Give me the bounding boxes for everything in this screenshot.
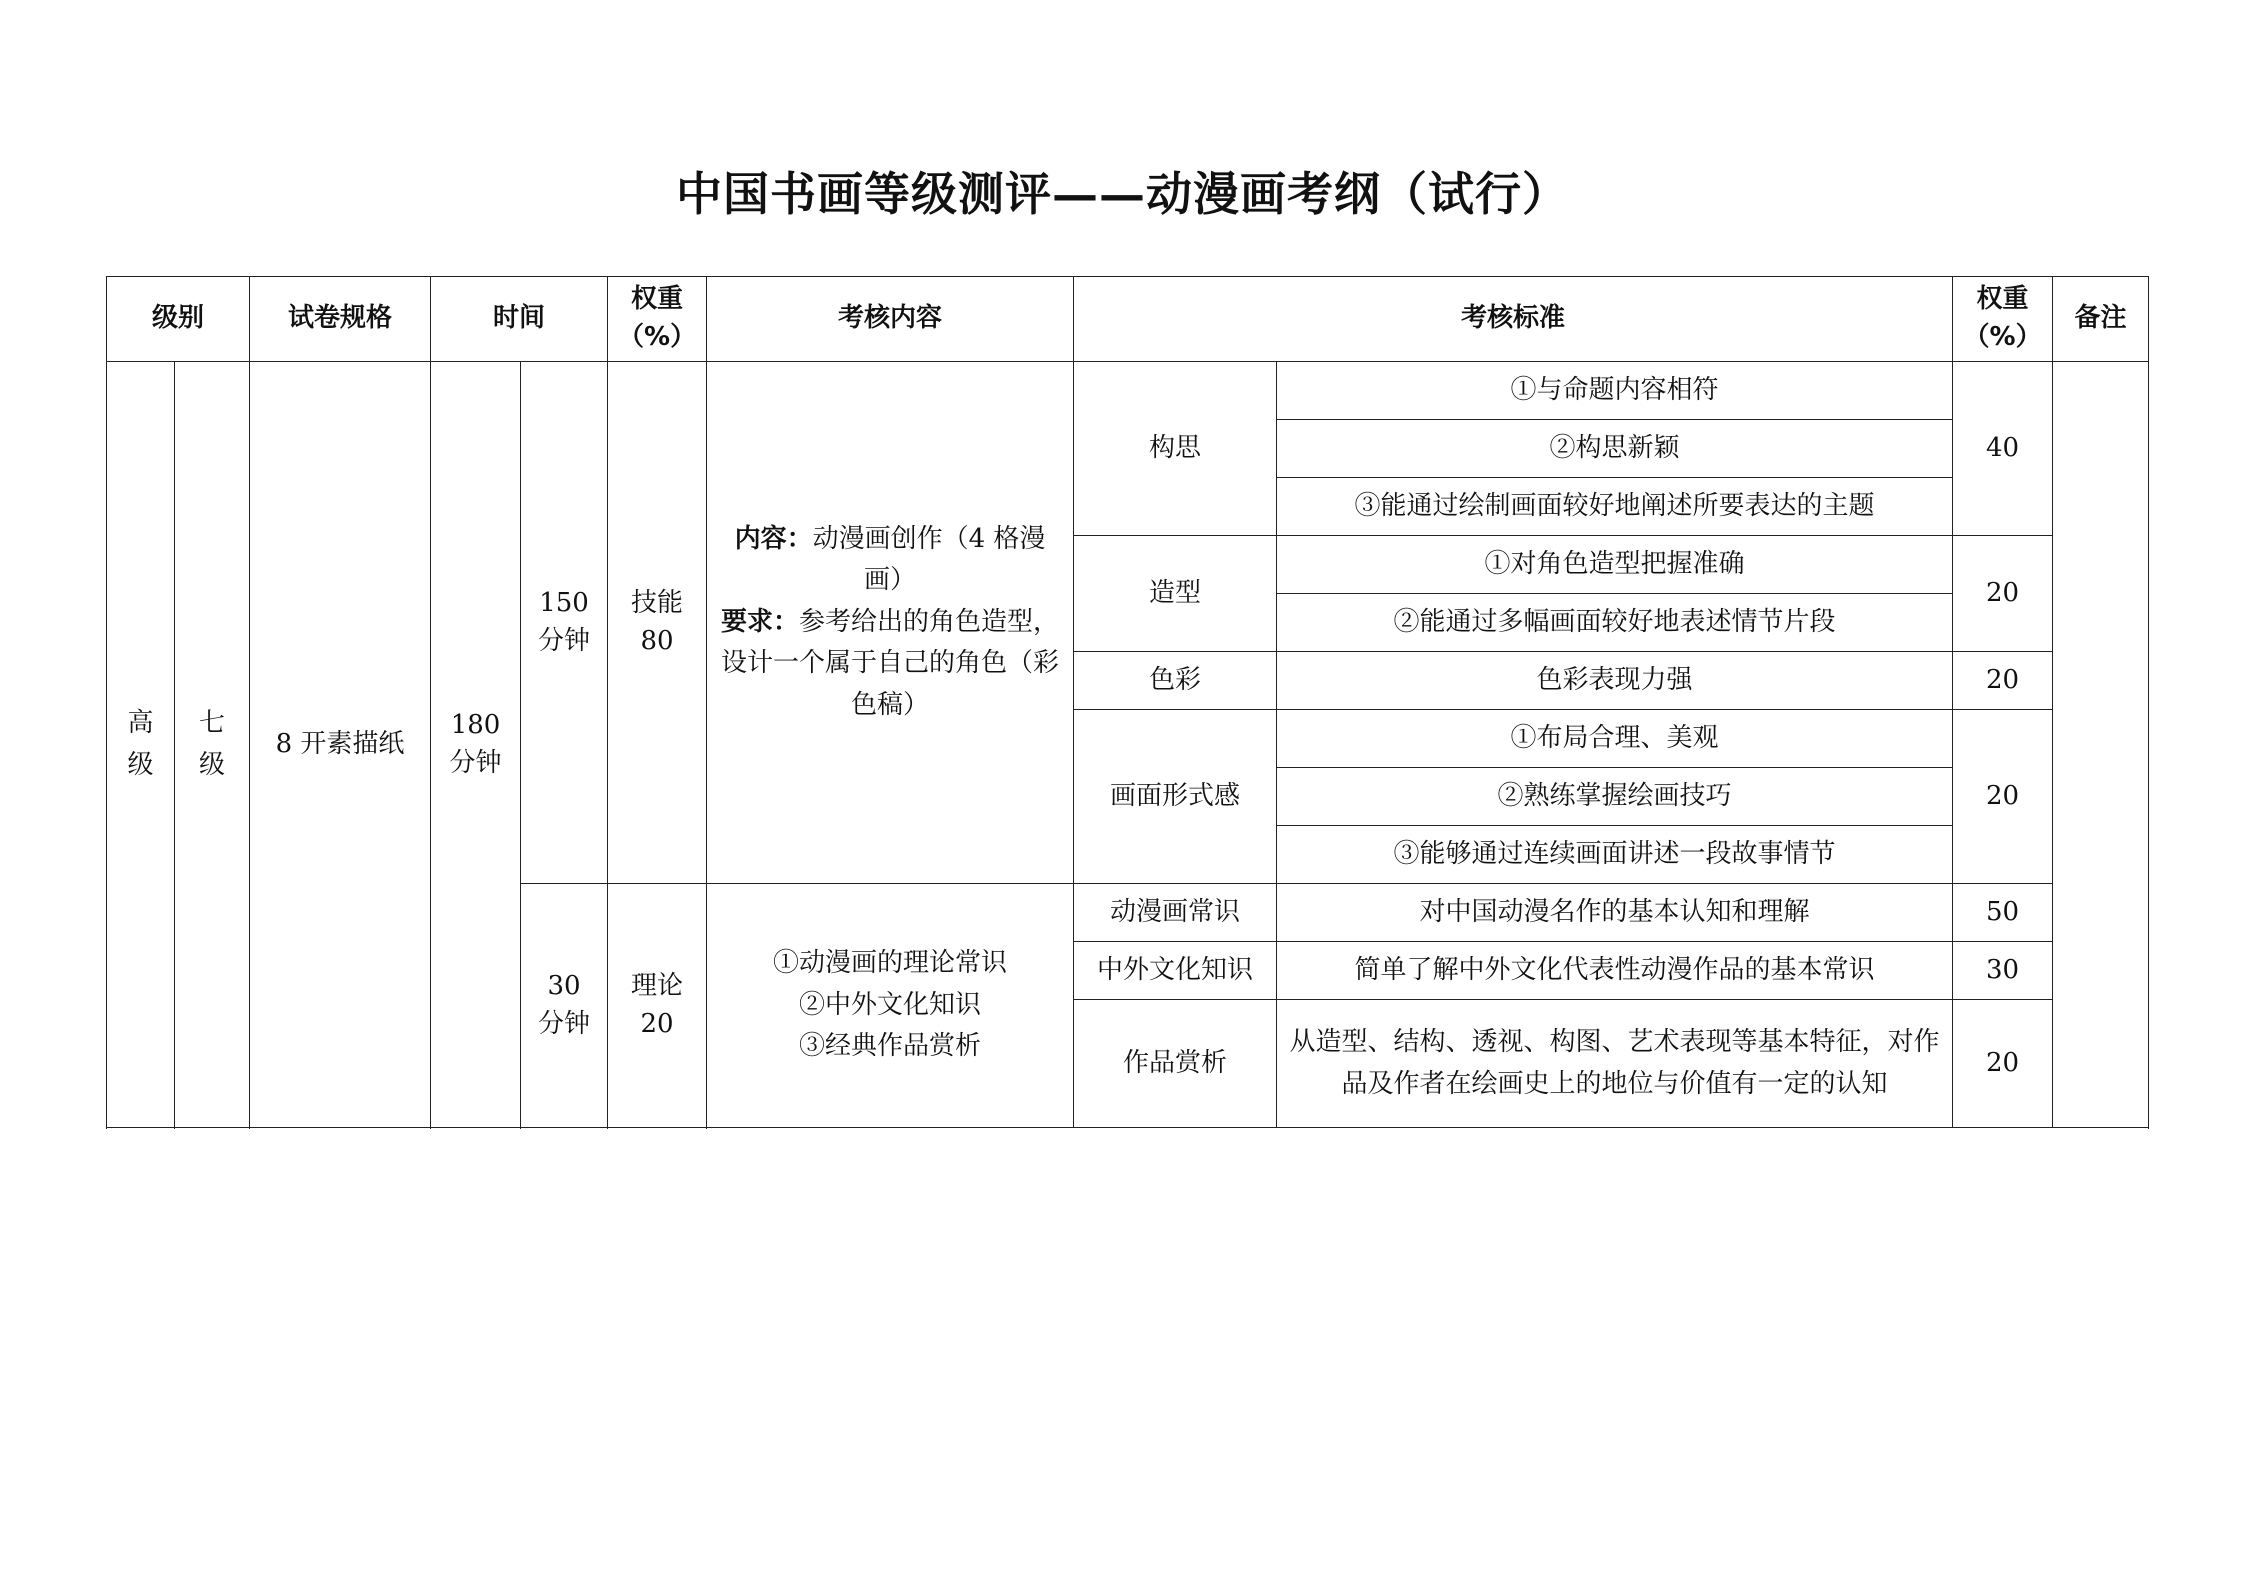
- table-row: [107, 362, 2149, 420]
- criterion-item: ③能够通过连续画面讲述一段故事情节: [1277, 826, 1953, 884]
- header-time: 时间: [431, 277, 608, 362]
- header-weight-a-unit: （%）: [618, 322, 697, 352]
- criterion-item: 色彩表现力强: [1277, 652, 1953, 710]
- skill-time-value: 150: [539, 587, 589, 618]
- criterion-item: ②能通过多幅画面较好地表述情节片段: [1277, 594, 1953, 652]
- skill-content: [707, 362, 1074, 884]
- criterion-item: ①布局合理、美观: [1277, 710, 1953, 768]
- header-level: 级别: [107, 277, 250, 362]
- header-content: 考核内容: [707, 277, 1074, 362]
- theory-time: [521, 884, 608, 1128]
- criterion-item: ②熟练掌握绘画技巧: [1277, 768, 1953, 826]
- criterion-name: 构思: [1074, 362, 1277, 536]
- criterion-item: ①与命题内容相符: [1277, 362, 1953, 420]
- criterion-item: ③能通过绘制画面较好地阐述所要表达的主题: [1277, 478, 1953, 536]
- theory-label: 理论: [631, 970, 684, 1001]
- skill-content-line: [717, 519, 1063, 602]
- theory-item: ②中外文化知识: [799, 989, 982, 1020]
- theory-item: ①动漫画的理论常识: [773, 948, 1008, 979]
- theory-item: ③经典作品赏析: [799, 1031, 982, 1062]
- criterion-weight: 20: [1953, 710, 2053, 884]
- grade-b-cell: [175, 362, 250, 1128]
- paper-spec: 8 开素描纸: [250, 362, 431, 1128]
- criterion-weight: 40: [1953, 362, 2053, 536]
- header-weight-a-label: 权重: [631, 284, 684, 315]
- criterion-item: ②构思新颖: [1277, 420, 1953, 478]
- header-paper: 试卷规格: [250, 277, 431, 362]
- skill-content-text: 动漫画创作（4 格漫画）: [812, 523, 1046, 596]
- grade-a: 高级: [127, 707, 154, 780]
- header-row: [107, 277, 2149, 362]
- criterion-item: 简单了解中外文化代表性动漫作品的基本常识: [1277, 942, 1953, 1000]
- skill-time: [521, 362, 608, 884]
- header-weight-b-label: 权重: [1976, 284, 2029, 315]
- criterion-weight: 20: [1953, 652, 2053, 710]
- header-remark: 备注: [2053, 277, 2149, 362]
- criterion-name: 造型: [1074, 536, 1277, 652]
- criterion-weight: 30: [1953, 942, 2053, 1000]
- skill-weight-value: 80: [640, 625, 674, 656]
- theory-content: [707, 884, 1074, 1128]
- header-weight-b: [1953, 277, 2053, 362]
- criterion-name: 色彩: [1074, 652, 1277, 710]
- criterion-name: 动漫画常识: [1074, 884, 1277, 942]
- skill-weight: [608, 362, 707, 884]
- criterion-weight: 20: [1953, 536, 2053, 652]
- theory-time-value: 30: [547, 970, 581, 1001]
- total-time: [431, 362, 521, 1128]
- skill-req-label: 要求：: [721, 606, 800, 637]
- theory-weight-value: 20: [640, 1008, 674, 1039]
- total-time-unit: 分钟: [449, 747, 502, 778]
- criterion-name: 作品赏析: [1074, 1000, 1277, 1128]
- criterion-name: 中外文化知识: [1074, 942, 1277, 1000]
- criterion-item: 对中国动漫名作的基本认知和理解: [1277, 884, 1953, 942]
- skill-req-text: 参考给出的角色造型，设计一个属于自己的角色（彩色稿）: [721, 606, 1060, 720]
- remark-cell: [2053, 362, 2149, 1128]
- theory-weight: [608, 884, 707, 1128]
- theory-time-unit: 分钟: [538, 1008, 591, 1039]
- header-standard: 考核标准: [1074, 277, 1953, 362]
- grade-b: 七级: [198, 707, 225, 780]
- criterion-item: ①对角色造型把握准确: [1277, 536, 1953, 594]
- skill-content-label: 内容：: [734, 523, 813, 554]
- skill-label: 技能: [631, 587, 684, 618]
- header-weight-b-unit: （%）: [1963, 322, 2042, 352]
- total-time-value: 180: [450, 709, 501, 740]
- header-weight-a: [608, 277, 707, 362]
- criterion-item: 从造型、结构、透视、构图、艺术表现等基本特征，对作品及作者在绘画史上的地位与价值有一定的认知: [1277, 1000, 1953, 1128]
- criterion-weight: 20: [1953, 1000, 2053, 1128]
- page-title: 中国书画等级测评——动漫画考纲（试行）: [676, 167, 1569, 221]
- skill-time-unit: 分钟: [538, 625, 591, 656]
- criterion-weight: 50: [1953, 884, 2053, 942]
- grade-a-cell: [107, 362, 175, 1128]
- criterion-name: 画面形式感: [1074, 710, 1277, 884]
- syllabus-table: [106, 276, 2149, 1128]
- skill-req-line: [717, 602, 1063, 727]
